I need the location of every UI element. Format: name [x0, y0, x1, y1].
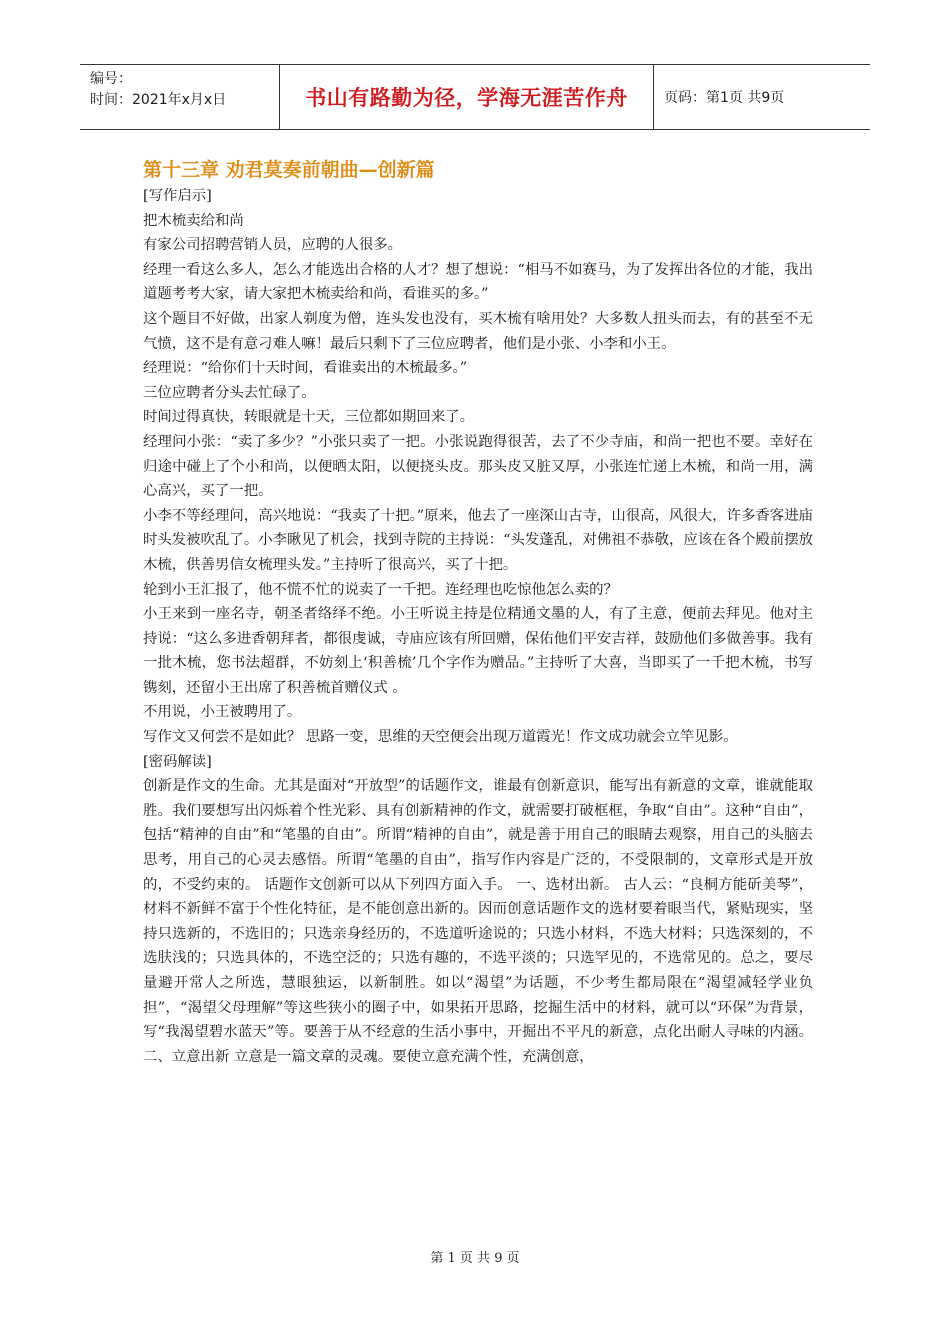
document-number-label: 编号： [90, 71, 132, 87]
paragraph: 轮到小王汇报了，他不慌不忙的说卖了一千把。连经理也吃惊他怎么卖的？ [143, 581, 618, 598]
paragraph: [密码解读] [143, 753, 212, 770]
paragraph: 经理说：“给你们十天时间，看谁卖出的木梳最多。” [143, 360, 468, 377]
header-motto: 书山有路勤为径，学海无涯苦作舟 [280, 65, 654, 129]
paragraph: 经理问小张：“卖了多少？”小张只卖了一把。小张说跑得很苦，去了不少寺庙，和尚一把也不要。幸好在归途中碰上了个小和尚，以便晒太阳，以便挠头皮。那头皮又脏又厚，小张连忙递上木梳，和尚一用，满心高兴，买了一把。 [143, 433, 813, 500]
paragraph: 创新是作文的生命。尤其是面对“开放型”的话题作文，谁最有创新意识，能写出有新意的文章，谁就能取胜。我们要想写出闪烁着个性光彩、具有创新精神的作文，就需要打破框框，争取“自由”。这种“自由”，包括“精神的自由”和“笔墨的自由”。所谓“精神的自由”，就是善于用自己的眼睛去观察，用自己的头脑去思考，用自己的心灵去感悟。所谓“笔墨的自由”，指写作内容是广泛的，不受限制的，文章形式是开放的，不受约束的。 话题作文创新可以从下列四方面入手。 一、选材出新。 古人云：“良桐方能斫美琴”，材料不新鲜不富于个性化特征，是不能创意出新的。因而创意话题作文的选材要着眼当代，紧贴现实，坚持只选新的，不选旧的；只选亲身经历的，不选道听途说的；只选小材料，不选大材料；只选深刻的，不选肤浅的；只选具体的，不选空泛的；只选有趣的，不选平淡的；只选罕见的，不选常见的。总之，要尽量避开常人之所选，慧眼独运，以新制胜。如以“渴望”为话题，不少考生都局限在“渴望减轻学业负担”，“渴望父母理解”等这些狭小的圈子中，如果拓开思路，挖掘生活中的材料，就可以“环保”为背景，写“我渴望碧水蓝天”等。要善于从不经意的生活小事中，开掘出不平凡的新意，点化出耐人寻味的内涵。 二、立意出新 立意是一篇文章的灵魂。要使立意充满个性，充满创意， [143, 778, 813, 1065]
paragraph: 把木梳卖给和尚 [143, 212, 244, 229]
document-time-label: 时间：2021年x月x日 [90, 92, 227, 108]
paragraph: [写作启示] [143, 188, 212, 204]
paragraph: 时间过得真快，转眼就是十天，三位都如期回来了。 [143, 409, 474, 426]
paragraph: 写作文又何尝不是如此？ 思路一变，思维的天空便会出现万道霞光！作文成功就会立竿见影。 [143, 729, 738, 746]
paragraph: 不用说，小王被聘用了。 [143, 704, 302, 721]
chapter-title: 第十三章 劝君莫奏前朝曲—创新篇 [143, 159, 435, 181]
header-page-code: 页码：第1页 共9页 [664, 90, 785, 106]
page-footer: 第 1 页 共 9 页 [430, 1251, 520, 1266]
document-body [143, 158, 813, 1069]
paragraph: 这个题目不好做，出家人剃度为僧，连头发也没有，买木梳有啥用处？大多数人扭头而去，有的甚至不无气愤，这不是有意刁难人嘛！最后只剩下了三位应聘者，他们是小张、小李和小王。 [143, 310, 813, 352]
paragraph: 经理一看这么多人，怎么才能选出合格的人才？想了想说：“相马不如赛马，为了发挥出各位的才能，我出道题考考大家，请大家把木梳卖给和尚，看谁买的多。” [143, 261, 813, 303]
paragraph: 三位应聘者分头去忙碌了。 [143, 384, 316, 401]
paragraph: 小李不等经理问，高兴地说：“我卖了十把。”原来，他去了一座深山古寺，山很高，风很大，许多香客进庙时头发被吹乱了。小李瞅见了机会，找到寺院的主持说：“头发蓬乱，对佛祖不恭敬，应该在各个殿前摆放木梳，供善男信女梳理头发。”主持听了很高兴，买了十把。 [143, 507, 813, 573]
header-table [80, 64, 870, 130]
paragraph: 小王来到一座名寺，朝圣者络绎不绝。小王听说主持是位精通文墨的人，有了主意，便前去拜见。他对主持说：“这么多进香朝拜者，都很虔诚，寺庙应该有所回赠，保佑他们平安吉祥，鼓励他们多做善事。我有一批木梳，您书法超群，不妨刻上‘积善梳’几个字作为赠品。”主持听了大喜，当即买了一千把木梳，书写镌刻，还留小王出席了积善梳首赠仪式 。 [143, 606, 813, 696]
header-meta-cell [80, 65, 280, 129]
paragraph: 有家公司招聘营销人员，应聘的人很多。 [143, 237, 403, 254]
